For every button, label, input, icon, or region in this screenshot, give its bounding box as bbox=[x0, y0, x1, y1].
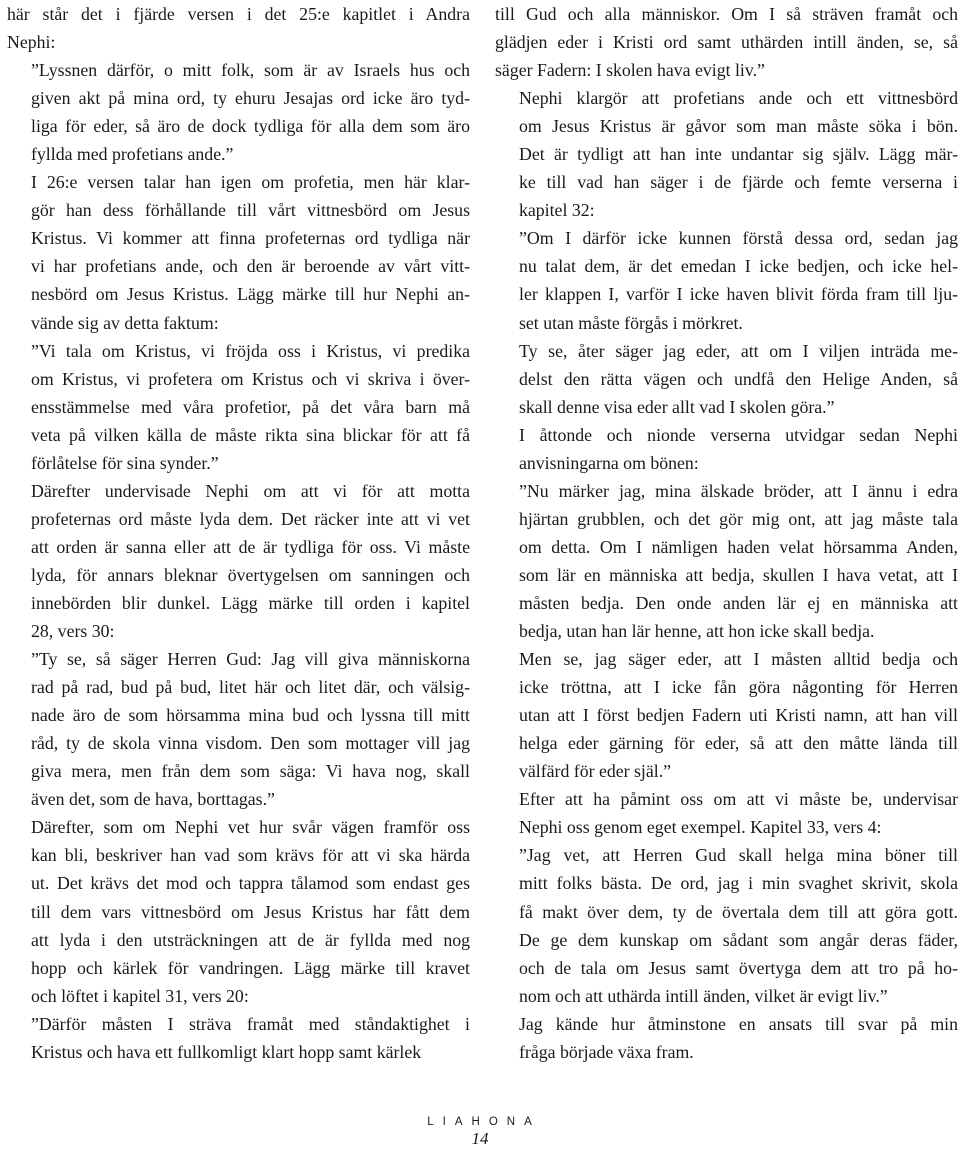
text-line: fyllda med profetians ande.” bbox=[31, 144, 234, 165]
scripture-quote bbox=[7, 56, 470, 168]
text-line: Ty se, åter säger jag eder, att om I viljen inträda me- bbox=[519, 340, 958, 361]
page-footer bbox=[0, 1115, 960, 1149]
text-line: även det, som de hava, borttagas.” bbox=[31, 789, 275, 810]
paragraph bbox=[495, 785, 958, 841]
text-line: bedja, utan han lär henne, att hon icke skall bedja. bbox=[519, 621, 875, 642]
text-line: vi har profetians ande, och den är beroende av vårt vitt- bbox=[31, 256, 470, 277]
paragraph bbox=[7, 0, 470, 56]
text-line: Kristus. Vi kommer att finna profeternas ord tydliga när bbox=[31, 228, 470, 249]
text-line: lyda, för annars bleknar övertygelsen om sanningen och bbox=[31, 564, 470, 585]
text-line: skall denne visa eder allt vad I skolen göra.” bbox=[519, 396, 835, 417]
text-line: glädjen eder i Kristi ord samt uthärden intill änden, se, så bbox=[495, 32, 958, 53]
paragraph bbox=[7, 813, 470, 1009]
paragraph bbox=[495, 645, 958, 785]
text-line: måsten bedja. Den onde anden lär ej en människa att bbox=[519, 592, 958, 613]
text-line: välfärd för eder själ.” bbox=[519, 761, 672, 782]
text-line: fråga började växa fram. bbox=[519, 1041, 694, 1062]
paragraph bbox=[495, 84, 958, 224]
text-line: ler klappen I, varför I icke haven blivit förda fram till lju- bbox=[519, 284, 958, 305]
text-line: ensstämmelse med våra profetior, på det våra barn må bbox=[31, 396, 470, 417]
text-line: 28, vers 30: bbox=[31, 621, 115, 642]
scripture-quote bbox=[495, 224, 958, 336]
text-line: nesbörd om Jesus Kristus. Lägg märke till hur Nephi an- bbox=[31, 284, 470, 305]
text-line: råd, ty de skola vinna visdom. Den som mottager vill jag bbox=[31, 733, 470, 754]
text-line: Nephi: bbox=[7, 32, 56, 53]
text-line: hjärtan grubblen, och det gör mig ont, att jag måste tala bbox=[519, 508, 958, 529]
text-line: delst den rätta vägen och undfå den Helige Anden, så bbox=[519, 368, 958, 389]
paragraph bbox=[7, 477, 470, 645]
text-line: ”Nu märker jag, mina älskade bröder, att I ännu i edra bbox=[519, 480, 958, 501]
text-line: få makt över dem, ty de övertala dem till att göra gott. bbox=[519, 901, 958, 922]
text-line: veta på vilken källa de måste rikta sina blickar för att få bbox=[31, 424, 470, 445]
text-line: gör han dess förhållande till vårt vittnesbörd om Jesus bbox=[31, 200, 470, 221]
page-number: 14 bbox=[471, 1129, 489, 1148]
text-line: anvisningarna om bönen: bbox=[519, 452, 699, 473]
text-line: Därefter, som om Nephi vet hur svår vägen framför oss bbox=[31, 817, 470, 838]
text-line: ”Lyssnen därför, o mitt folk, som är av Israels hus och bbox=[31, 60, 470, 81]
text-line: förlåtelse för sina synder.” bbox=[31, 452, 219, 473]
text-line: profeternas ord måste lyda dem. Det räcker inte att vi vet bbox=[31, 508, 470, 529]
text-line: Det är tydligt att han inte undantar sig själv. Lägg mär- bbox=[519, 144, 958, 165]
text-line: ”Ty se, så säger Herren Gud: Jag vill giva människorna bbox=[31, 649, 470, 670]
text-line: liga för eder, så äro de dock tydliga för alla dem som äro bbox=[31, 116, 470, 137]
text-line: att lyda i den utsträckningen att de är fyllda med nog bbox=[31, 929, 470, 950]
text-line: giva mera, men från dem som säga: Vi hava nog, skall bbox=[31, 761, 470, 782]
text-line: kan bli, beskriver han vad som krävs för att vi ska härda bbox=[31, 845, 470, 866]
text-line: som lär en människa att bedja, skullen I hava vetat, att I bbox=[519, 564, 958, 585]
scripture-quote bbox=[495, 841, 958, 1009]
scripture-quote bbox=[495, 477, 958, 645]
text-line: att orden är sanna eller att de är tydliga för oss. Vi måste bbox=[31, 536, 470, 557]
text-line: utan att I först bedjen Fadern uti Kristi namn, att han vill bbox=[519, 705, 958, 726]
scripture-quote bbox=[7, 337, 470, 477]
text-line: Därefter undervisade Nephi om att vi för att motta bbox=[31, 480, 470, 501]
text-line: Nephi klargör att profetians ande och ett vittnesbörd bbox=[519, 88, 958, 109]
text-line: till dem vars vittnesbörd om Jesus Kristus har fått dem bbox=[31, 901, 470, 922]
text-line: om Jesus Kristus är gåvor som man måste söka i bön. bbox=[519, 116, 958, 137]
text-line: ke till vad han säger i de fjärde och femte verserna i bbox=[519, 172, 958, 193]
text-line: säger Fadern: I skolen hava evigt liv.” bbox=[495, 60, 765, 81]
scripture-quote bbox=[7, 645, 470, 813]
text-line: Men se, jag säger eder, att I måsten alltid bedja och bbox=[519, 649, 958, 670]
paragraph bbox=[7, 168, 470, 336]
text-line: nade äro de som hörsamma mina bud och lyssna till mitt bbox=[31, 705, 470, 726]
text-line: I 26:e versen talar han igen om profetia, men här klar- bbox=[31, 172, 470, 193]
right-column bbox=[495, 0, 958, 1066]
text-line: till Gud och alla människor. Om I så sträven framåt och bbox=[495, 4, 958, 24]
text-line: rad på rad, bud på bud, litet här och litet där, och välsig- bbox=[31, 677, 470, 698]
text-line: och de tala om Jesus samt övertyga dem att tro på ho- bbox=[519, 957, 958, 978]
text-line: Jag kände hur åtminstone en ansats till svar på min bbox=[519, 1013, 958, 1034]
left-column bbox=[7, 0, 470, 1066]
text-line: I åttonde och nionde verserna utvidgar sedan Nephi bbox=[519, 424, 958, 445]
text-line: hopp och kärlek för vandringen. Lägg märke till kravet bbox=[31, 957, 470, 978]
text-line: Kristus och hava ett fullkomligt klart hopp samt kärlek bbox=[31, 1041, 422, 1062]
text-line: icke tröttna, att I icke fån göra någonting för Herren bbox=[519, 677, 958, 698]
scripture-quote bbox=[7, 1010, 470, 1066]
text-line: och löftet i kapitel 31, vers 20: bbox=[31, 985, 249, 1006]
text-line: kapitel 32: bbox=[519, 200, 595, 221]
text-line: om Kristus, vi profetera om Kristus och vi skriva i över- bbox=[31, 368, 470, 389]
text-line: här står det i fjärde versen i det 25:e kapitlet i Andra bbox=[7, 4, 470, 24]
text-line: ”Om I därför icke kunnen förstå dessa ord, sedan jag bbox=[519, 228, 958, 249]
magazine-name: LIAHONA bbox=[427, 1116, 541, 1128]
text-line: om detta. Om I nämligen haden velat hörsamma Anden, bbox=[519, 536, 958, 557]
text-line: nu talat dem, är det emedan I icke bedjen, och icke hel- bbox=[519, 256, 958, 277]
text-line: Efter att ha påmint oss om att vi måste be, undervisar bbox=[519, 789, 958, 810]
text-line: ”Jag vet, att Herren Gud skall helga mina böner till bbox=[519, 845, 958, 866]
text-line: nom och att uthärda intill änden, vilket är evigt liv.” bbox=[519, 985, 888, 1006]
text-line: ”Vi tala om Kristus, vi fröjda oss i Kristus, vi predika bbox=[31, 340, 470, 361]
paragraph bbox=[495, 337, 958, 421]
text-line: given akt på mina ord, ty ehuru Jesajas ord icke äro tyd- bbox=[31, 88, 470, 109]
text-line: ”Därför måsten I sträva framåt med ståndaktighet i bbox=[31, 1013, 470, 1034]
text-line: De ge dem kunskap om sådant som angår deras fäder, bbox=[519, 929, 958, 950]
text-line: innebörden blir dunkel. Lägg märke till orden i kapitel bbox=[31, 592, 470, 613]
text-line: helga eder gärning för eder, så att den måtte lända till bbox=[519, 733, 958, 754]
paragraph bbox=[495, 0, 958, 84]
paragraph bbox=[495, 421, 958, 477]
paragraph bbox=[495, 1010, 958, 1066]
text-line: mitt folks bästa. De ord, jag i min svaghet skrivit, skola bbox=[519, 873, 958, 894]
text-line: Nephi oss genom eget exempel. Kapitel 33, vers 4: bbox=[519, 817, 882, 838]
text-line: set utan måste förgås i mörkret. bbox=[519, 312, 743, 333]
text-line: ut. Det krävs det mod och tappra tålamod som endast ges bbox=[31, 873, 470, 894]
text-line: vände sig av detta faktum: bbox=[31, 312, 219, 333]
